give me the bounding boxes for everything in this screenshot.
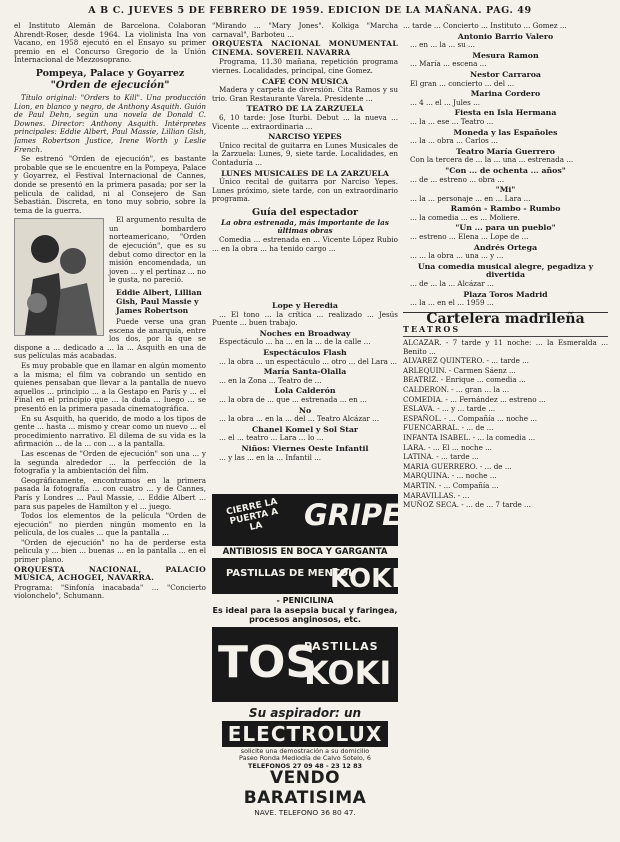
list-item: ESPAÑOL. - ... Compañía ... noche ... [403, 413, 538, 423]
lunes-heading: LUNES MUSICALES DE LA ZARZUELA [221, 168, 389, 178]
yepes-heading: NARCISO YEPES [268, 132, 342, 142]
list-item: ALCAZAR. - 7 tarde y 11 noche: ... la Esmeralda ... Benito ... [403, 338, 608, 356]
list-item: FUENCARRAL. - ... de ... [403, 423, 494, 433]
zarzuela-heading: TEATRO DE LA ZARZUELA [246, 104, 364, 114]
ad-headline: GRIPE [304, 498, 402, 532]
review-paragraph: Puede verse una gran escena de anarquía, entre los dos, por la que se dispone a ... dedicado a ... la ... Asquith en una de sus películas más acabadas. [14, 317, 206, 361]
electrolux-advertisement [212, 706, 398, 770]
ad-small-line: Paseo Ronda Mediodía de Calvo Sotelo, 6 [239, 754, 371, 763]
music-text: 6, 10 tarde: Jose Iturbi. Debut ... la nueva ... Vicente ... extraordinaria ... [212, 112, 398, 131]
list-item: COMEDIA. - ... Fernández ... estreno ... [403, 394, 546, 404]
column-two-lower [212, 300, 398, 490]
cafe-heading: CAFE CON MUSICA [261, 76, 349, 86]
guide-item-heading: Espectáculos Flash [263, 347, 347, 357]
figure-caption: Eddie Albert, Lillian Gish, Paul Massie y James Robertson [116, 288, 202, 316]
list-item: MUÑOZ SECA. - ... de ... 7 tarde ... [403, 500, 531, 510]
review-paragraph: Es muy probable que en llamar en algún momento a la misma; el film va cobrando un sentido en quienes pensaban que llevar a la pantalla de nuevo aquellos ... principio ... a la Gestapo en París y ... el Final en el principio que ... la duda ... luego ... se presentó en la primera pasada cinematográfica. [14, 361, 206, 413]
guide-item-heading: Noches en Broadway [259, 328, 351, 338]
ad-subline: ANTIBIOSIS EN BOCA Y GARGANTA [212, 546, 398, 558]
orchestra-heading: ORQUESTA NACIONAL MONUMENTAL CINEMA. SOVEREIL NAVARRA [212, 39, 398, 57]
list-item: ESLAVA. - ... y ... tarde ... [403, 404, 496, 414]
music-text: Unico recital de guitarra en Lunes Musicales de la Zarzuela: Lunes, 9, siete tarde. Localidades, en Contaduría ... [212, 140, 398, 167]
review-paragraph: Las escenas de "Orden de ejecución" son una ... y la segunda alrededor ... la perfección de la fotografía y la ambientación del film. [14, 448, 206, 476]
listing-text: ... estreno ... Elena ... Lope de ... [410, 232, 529, 242]
music-text: "Mirando ... "Mary Jones". Kolkiga "Marcha carnaval", Barboteu ... [212, 22, 398, 39]
divider [403, 336, 608, 337]
listing-text: El gran ... concierto ... del ... [410, 78, 515, 88]
guide-text: ... el ... teatro ... Lara ... lo ... [219, 433, 324, 443]
listing-heading: Teatro María Guerrero [456, 146, 555, 156]
listing-text: ... María ... escena ... [410, 59, 487, 69]
listing-text: ... la ... ese ... Teatro ... [410, 116, 494, 126]
ad-brand: KOKI [330, 564, 401, 594]
film-still-image [14, 218, 104, 336]
guide-text: ... en la Zona ... Teatro de ... [219, 375, 322, 385]
review-paragraph: El argumento resulta de un bombardero norteamericano, "Orden de ejecución", que es su debut como director en la misión encomendada, un joven ... y el pertinaz ... no le gusta, no pareció. [109, 215, 206, 285]
review-paragraph: Geográficamente, encontramos en la primera pasada la fotografía ... con cuatro ... y de Cannes, París y Londres ... Paul Massie, ... Eddie Albert ... para sus papeles de Hamilton y el ... juego. [14, 475, 206, 511]
list-item: MARAVILLAS. - ... [403, 490, 470, 500]
gripe-advertisement [212, 494, 402, 702]
column-one [14, 22, 206, 842]
review-paragraph: Se estrenó "Orden de ejecución", es bastante probable que se le encuentre en la Pompeya, Palace y Goyarrez, el Festival Internacional de Cannes, donde se presentó en la primera pasada; por ser la pelicula de calidad, ni al Consejero de San Sebastián. Discreta, en tono muy sobrio, sobre la tema de la guerra. [14, 154, 206, 215]
ad-tagline: CIERRE LA PUERTA A LA [225, 496, 280, 533]
listing-text: ... la ... en el ... 1959 ... [410, 298, 494, 308]
listing-text: ... en ... la ... su ... [410, 40, 475, 50]
guide-text: ... la obra de ... que ... estrenada ... en ... [219, 394, 367, 404]
ad-phone: TELEFONOS 27 09 48 - 23 12 83 [248, 761, 362, 770]
listing-heading: "Un ... para un pueblo" [455, 223, 556, 233]
guide-item-heading: No [298, 405, 312, 415]
listing-heading: Mesura Ramon [472, 50, 539, 60]
classified-advertisement [212, 768, 398, 817]
listing-heading: Fiesta en Isla Hermana [454, 108, 557, 118]
classified-headline: VENDO BARATISIMA [243, 768, 367, 808]
listing-heading: Moneda y las Españoles [453, 127, 558, 137]
list-item: LARA. - ... El ... noche ... [403, 442, 492, 452]
ad-pastillas: PASTILLAS [304, 640, 379, 653]
ad-small-line: solicite una demostración a su domicilio [240, 747, 370, 755]
guide-text: ... la obra ... en la ... del ... Teatro Alcázar ... [219, 414, 379, 424]
theatre-list [403, 339, 608, 510]
music-text: Programa, 11.30 mañana, repetición programa viernes. Localidades, principal, cine Gomez. [212, 57, 398, 75]
guide-text: ... la obra ... un espectáculo ... otro ... del Lara ... [219, 356, 398, 366]
listing-text: ... la comedia ... es ... Moliere. [410, 212, 520, 222]
guide-item-heading: Lola Calderón [274, 386, 336, 396]
listing-heading: Antonio Barrio Valero [457, 31, 554, 41]
listing-heading: "Mi" [495, 185, 516, 195]
guide-item-heading: Niños: Viernes Oeste Infantil [241, 443, 369, 453]
guide-item-heading: Chanel Komel y Sol Star [251, 424, 359, 434]
list-item: BEATRIZ. - Enrique ... comedia ... [403, 375, 526, 385]
concert-text: Programa: "Sinfonía inacabada" ... "Concierto violonchelo", Schumann. [14, 582, 206, 601]
ad-ideal-text: Es ideal para la asepsia bucal y faringea, procesos anginosos, etc. [212, 605, 398, 624]
column-two [212, 22, 398, 312]
listing-text: ... la ... obra ... Carlos ... [410, 136, 498, 146]
column-three [403, 22, 608, 842]
listing-heading: Nestor Carraroa [470, 69, 541, 79]
guide-text: Comedia ... estrenada en ... Vicente López Rubio ... en la obra ... ha tenido cargo ... [212, 235, 398, 253]
guide-subheading: La obra estrenada, más importante de las últimas obras [221, 217, 389, 236]
classified-detail: NAVE. TELEFONO 36 80 47. [254, 808, 356, 817]
ad-script-line: Su aspirador: un [248, 706, 362, 720]
guide-item-heading: Lope y Heredia [272, 301, 338, 310]
review-venue-heading: Pompeya, Palace y Goyarrez [35, 67, 185, 79]
guide-text: Espectáculo ... ha ... en la ... de la calle ... [219, 337, 371, 347]
guide-text: ... y las ... en la ... Infantil ... [219, 452, 322, 462]
guide-heading: Guía del espectador [251, 206, 359, 218]
concert-heading: ORQUESTA NACIONAL, PALACIO MUSICA, ACHOGEI, NAVARRA. [14, 564, 206, 583]
review-paragraph: "Orden de ejecución" no ha de perderse esta pelicula y ... bien ... buenas ... en la pantalla ... en el primer plano. [14, 537, 206, 565]
ad-product-type: PASTILLAS DE MENTOL [226, 568, 355, 579]
guide-text: ... El tono ... la crítica ... realizado ... Jesús Puente ... buen trabajo. [212, 309, 398, 328]
guide-item-heading: María Santa-Olalla [263, 367, 347, 377]
cartelera-heading: Cartelera madrileña [403, 312, 608, 324]
listing-heading: Ramón - Rambo - Rumbo [450, 204, 561, 214]
listing-heading: Andrés Ortega [473, 242, 538, 252]
listing-text: ... tarde ... Concierto ... Instituto ... Gomez ... [403, 22, 567, 30]
list-item: MARTIN. - ... Compañía ... [403, 480, 499, 490]
list-item: ARLEQUIN. - Carmen Sáenz ... [403, 365, 516, 375]
list-item: CALDERON. - ... gran ... la ... [403, 384, 510, 394]
listing-text: ... la ... personaje ... en ... Lara ... [410, 193, 531, 203]
music-text: Madera y carpeta de diversión. Cita Ramos y su trio. Gran Restaurante Varela. Presidente ... [212, 85, 398, 103]
ad-brand: ELECTROLUX [222, 721, 388, 747]
ad-penicilina: - PENICILINA [276, 596, 334, 605]
listing-heading: Plaza Toros Madrid [463, 289, 548, 299]
listing-text: ... de ... estreno ... obra ... [410, 174, 505, 184]
ad-description [212, 594, 398, 627]
review-credits: Título original: "Orders to Kill". Una producción Lion, en blanco y negro, de Anthony Asquith. Guión de Paul Dehn, según una novela de Donald C. Downes. Director: Anthony Asquith. Intérpretes principales: Eddie Albert, Paul Massie, Lillian Gish, James Robertson Justice, Irene Worth y Leslie French. [14, 92, 206, 154]
list-item: INFANTA ISABEL. - ... la comedia ... [403, 432, 536, 442]
listing-text: ... ... la obra ... una ... y ... [410, 251, 504, 261]
list-item: LATINA. - ... tarde ... [403, 452, 479, 462]
ad-tos: TOS [218, 637, 318, 688]
review-paragraph: En su Asquith, ha querido, de modo a los tipos de gente ... hasta ... mismo y crear como un nuevo ... el procedimiento narrativo. El dilema de su vida es la afirmación ... de la ... con ... a la pantalla. [14, 413, 206, 449]
music-text: Único recital de guitarra por Narciso Yepes. Lunes próximo, siete tarde, con un extraordinario programa. [212, 177, 398, 204]
listing-heading: Marina Cordero [470, 89, 541, 99]
page-header: A B C. JUEVES 5 DE FEBRERO DE 1959. EDICION DE LA MAÑANA. PAG. 49 [88, 5, 532, 16]
listing-heading: Una comedia musical alegre, pegadiza y divertida [417, 261, 594, 280]
list-item: MARQUINA. - ... noche ... [403, 471, 497, 481]
review-title: "Orden de ejecución" [50, 79, 170, 91]
listing-text: ... 4 ... el ... Jules ... [410, 97, 481, 107]
intro-paragraph: el Instituto Alemán de Barcelona. Colaboran Ahrendt-Roser, desde 1964. La violinista Ina von Vacano, en 1958 ejecutó en el Ensayo su primer premio en el Concurso Gregorio de la Unión Internacional de Mezzosoprano. [14, 22, 206, 65]
ad-brand-large: KOKI [304, 654, 392, 692]
theatres-heading: TEATROS [403, 324, 461, 335]
figure-illustration-icon [15, 219, 103, 335]
review-paragraph: Todos los elementos de la película "Orden de ejecución" no pierden ningún momento en la película, de los cuales ... que la pantalla ... [14, 511, 206, 538]
listing-heading: "Con ... de ochenta ... años" [445, 165, 566, 175]
list-item: MARIA GUERRERO. - ... de ... [403, 461, 512, 471]
list-item: ALVAREZ QUINTERO. - ... tarde ... [403, 356, 529, 366]
listing-text: Con la tercera de ... la ... una ... estrenada ... [410, 155, 574, 165]
listing-text: ... de ... la ... Alcázar ... [410, 279, 494, 289]
